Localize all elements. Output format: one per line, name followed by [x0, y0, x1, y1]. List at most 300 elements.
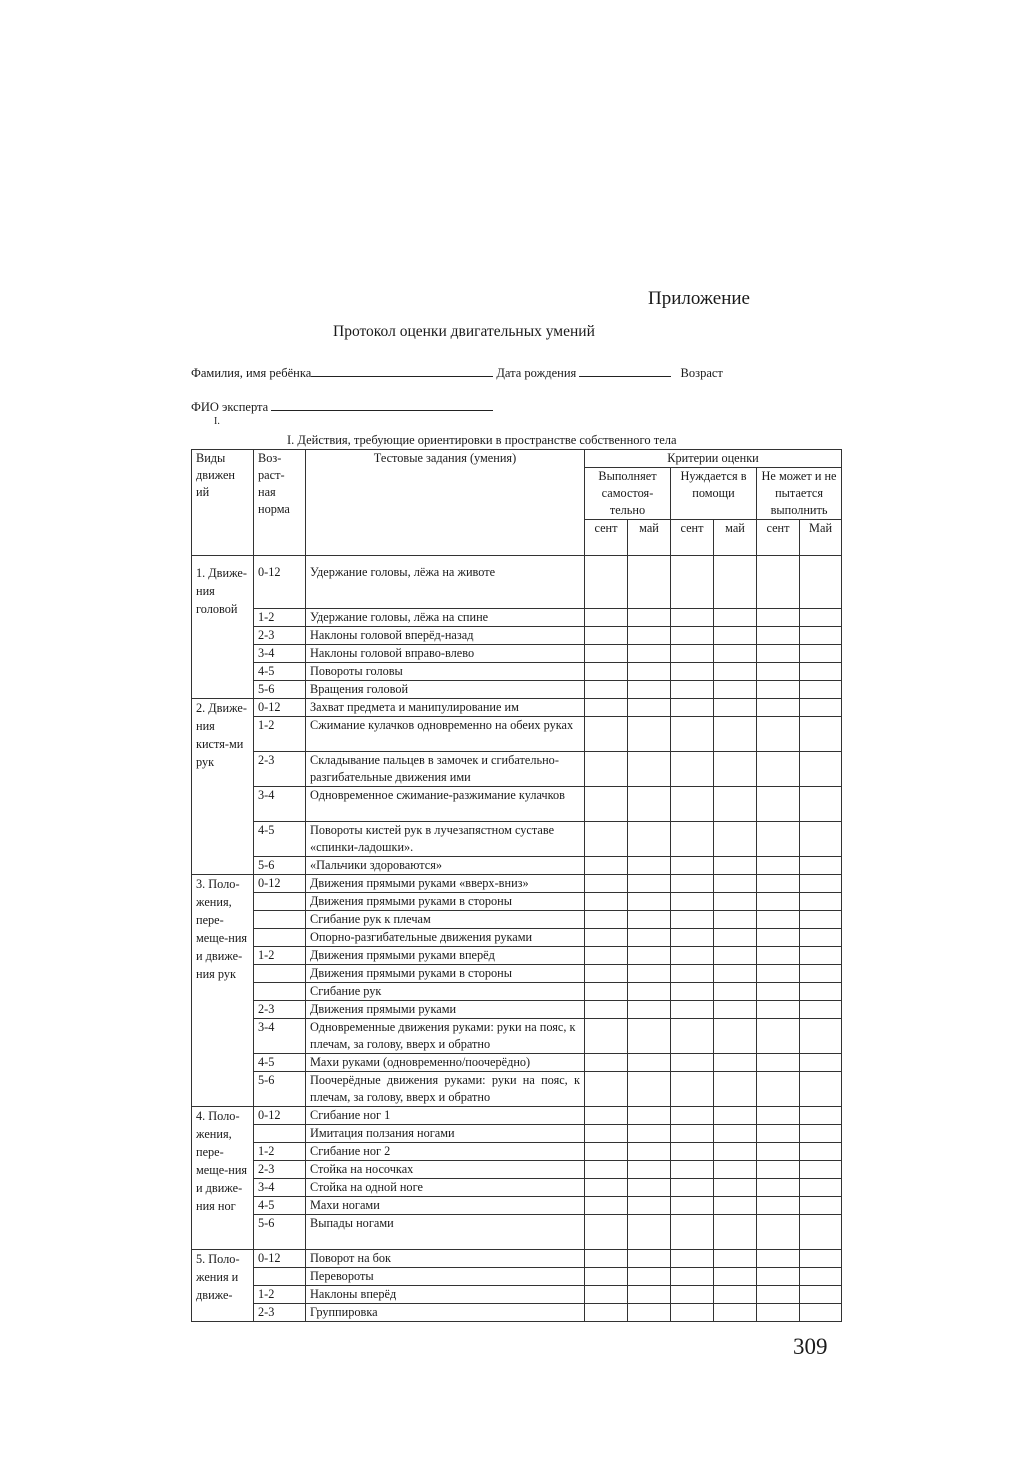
header-crit-help: Нуждается в помощи: [671, 468, 757, 520]
age-cell: 3-4: [254, 1019, 306, 1054]
score-cell[interactable]: [757, 893, 800, 911]
score-cell[interactable]: [800, 1072, 842, 1107]
score-cell[interactable]: [800, 1054, 842, 1072]
score-cell[interactable]: [757, 1161, 800, 1179]
table-row: [192, 609, 842, 627]
score-cell[interactable]: [671, 947, 714, 965]
score-cell[interactable]: [585, 1001, 628, 1019]
score-cell[interactable]: [671, 983, 714, 1001]
score-cell[interactable]: [671, 717, 714, 752]
score-cell[interactable]: [800, 1001, 842, 1019]
task-cell: Наклоны головой вправо-влево: [306, 645, 585, 663]
score-cell[interactable]: [585, 911, 628, 929]
table-row: [192, 1125, 842, 1143]
age-cell: 2-3: [254, 752, 306, 787]
score-cell[interactable]: [628, 1125, 671, 1143]
score-cell[interactable]: [714, 699, 757, 717]
score-cell[interactable]: [714, 609, 757, 627]
score-cell[interactable]: [757, 1143, 800, 1161]
score-cell[interactable]: [585, 893, 628, 911]
expert-name-blank[interactable]: [271, 398, 493, 411]
score-cell[interactable]: [757, 875, 800, 893]
task-cell: Сгибание ног 2: [306, 1143, 585, 1161]
score-cell[interactable]: [671, 857, 714, 875]
task-cell: Поочерёдные движения руками: руки на пояс, к плечам, за голову, вверх и обратно: [306, 1072, 585, 1107]
score-cell[interactable]: [585, 609, 628, 627]
child-name-label: Фамилия, имя ребёнка: [191, 366, 312, 380]
table-row: [192, 1304, 842, 1322]
score-cell[interactable]: [714, 1054, 757, 1072]
age-cell: 0-12: [254, 1250, 306, 1268]
score-cell[interactable]: [628, 609, 671, 627]
score-cell[interactable]: [800, 911, 842, 929]
score-cell[interactable]: [800, 1215, 842, 1250]
score-cell[interactable]: [714, 857, 757, 875]
task-cell: Сгибание ног 1: [306, 1107, 585, 1125]
score-cell[interactable]: [800, 556, 842, 609]
age-cell: [254, 983, 306, 1001]
score-cell[interactable]: [757, 1304, 800, 1322]
table-row: [192, 627, 842, 645]
score-cell[interactable]: [800, 752, 842, 787]
score-cell[interactable]: [757, 1197, 800, 1215]
score-cell[interactable]: [628, 1143, 671, 1161]
task-cell: Движения прямыми руками в стороны: [306, 965, 585, 983]
score-cell[interactable]: [757, 556, 800, 609]
header-crit-self: Выполняет самостоя-тельно: [585, 468, 671, 520]
score-cell[interactable]: [671, 1286, 714, 1304]
score-cell[interactable]: [714, 645, 757, 663]
score-cell[interactable]: [757, 911, 800, 929]
score-cell[interactable]: [714, 681, 757, 699]
table-row: [192, 717, 842, 752]
score-cell[interactable]: [585, 1179, 628, 1197]
score-cell[interactable]: [628, 645, 671, 663]
page-number: 309: [793, 1334, 828, 1359]
score-cell[interactable]: [585, 875, 628, 893]
task-cell: Повороты головы: [306, 663, 585, 681]
header-age-norm: Воз-раст-ная норма: [254, 450, 306, 556]
child-name-blank[interactable]: [311, 364, 493, 377]
score-cell[interactable]: [671, 1161, 714, 1179]
score-cell[interactable]: [800, 857, 842, 875]
score-cell[interactable]: [757, 1268, 800, 1286]
group-label: 5. Поло-жения и движе-: [192, 1250, 254, 1322]
score-cell[interactable]: [628, 663, 671, 681]
score-cell[interactable]: [800, 1161, 842, 1179]
score-cell[interactable]: [800, 929, 842, 947]
score-cell[interactable]: [757, 663, 800, 681]
score-cell[interactable]: [757, 717, 800, 752]
score-cell[interactable]: [757, 965, 800, 983]
score-cell[interactable]: [800, 681, 842, 699]
score-cell[interactable]: [628, 965, 671, 983]
score-cell[interactable]: [714, 1125, 757, 1143]
score-cell[interactable]: [757, 1125, 800, 1143]
score-cell[interactable]: [671, 681, 714, 699]
score-cell[interactable]: [800, 1286, 842, 1304]
score-cell[interactable]: [585, 787, 628, 822]
score-cell[interactable]: [800, 1125, 842, 1143]
score-cell[interactable]: [671, 1019, 714, 1054]
score-cell[interactable]: [671, 1304, 714, 1322]
score-cell[interactable]: [714, 1019, 757, 1054]
score-cell[interactable]: [757, 1179, 800, 1197]
table-row: [192, 1179, 842, 1197]
score-cell[interactable]: [585, 556, 628, 609]
age-cell: [254, 893, 306, 911]
score-cell[interactable]: [757, 681, 800, 699]
score-cell[interactable]: [628, 1019, 671, 1054]
score-cell[interactable]: [714, 1268, 757, 1286]
score-cell[interactable]: [628, 752, 671, 787]
table-row: [192, 1072, 842, 1107]
table-row: [192, 875, 842, 893]
table-row: [192, 965, 842, 983]
score-cell[interactable]: [714, 1215, 757, 1250]
score-cell[interactable]: [671, 787, 714, 822]
score-cell[interactable]: [628, 1179, 671, 1197]
task-cell: Стойка на одной ноге: [306, 1179, 585, 1197]
group-label: 3. Поло-жения, пере-меще-ния и движе-ния рук: [192, 875, 254, 1107]
score-cell[interactable]: [671, 1001, 714, 1019]
age-cell: 0-12: [254, 556, 306, 609]
header-crit-cannot: Не может и не пытается выполнить: [757, 468, 842, 520]
task-cell: Движения прямыми руками вперёд: [306, 947, 585, 965]
score-cell[interactable]: [757, 983, 800, 1001]
score-cell[interactable]: [800, 717, 842, 752]
score-cell[interactable]: [800, 1250, 842, 1268]
score-cell[interactable]: [757, 627, 800, 645]
score-cell[interactable]: [800, 663, 842, 681]
score-cell[interactable]: [800, 645, 842, 663]
score-cell[interactable]: [628, 1286, 671, 1304]
score-cell[interactable]: [671, 627, 714, 645]
score-cell[interactable]: [628, 983, 671, 1001]
score-cell[interactable]: [585, 681, 628, 699]
score-cell[interactable]: [585, 1161, 628, 1179]
score-cell[interactable]: [714, 1143, 757, 1161]
age-cell: 3-4: [254, 787, 306, 822]
age-cell: 4-5: [254, 663, 306, 681]
score-cell[interactable]: [671, 1179, 714, 1197]
task-cell: Стойка на носочках: [306, 1161, 585, 1179]
score-cell[interactable]: [757, 1215, 800, 1250]
score-cell[interactable]: [585, 965, 628, 983]
score-cell[interactable]: [671, 663, 714, 681]
age-cell: 1-2: [254, 609, 306, 627]
table-row: [192, 681, 842, 699]
score-cell[interactable]: [757, 645, 800, 663]
score-cell[interactable]: [585, 645, 628, 663]
score-cell[interactable]: [628, 822, 671, 857]
age-cell: 5-6: [254, 857, 306, 875]
score-cell[interactable]: [757, 787, 800, 822]
score-cell[interactable]: [628, 699, 671, 717]
score-cell[interactable]: [800, 965, 842, 983]
score-cell[interactable]: [671, 893, 714, 911]
score-cell[interactable]: [585, 983, 628, 1001]
score-cell[interactable]: [671, 1268, 714, 1286]
score-cell[interactable]: [714, 787, 757, 822]
score-cell[interactable]: [671, 556, 714, 609]
header-sub: сент: [585, 520, 628, 556]
score-cell[interactable]: [757, 609, 800, 627]
birth-date-blank[interactable]: [579, 364, 671, 377]
score-cell[interactable]: [671, 822, 714, 857]
score-cell[interactable]: [714, 1179, 757, 1197]
age-cell: 2-3: [254, 1304, 306, 1322]
score-cell[interactable]: [757, 857, 800, 875]
table-row: [192, 663, 842, 681]
score-cell[interactable]: [585, 1215, 628, 1250]
score-cell[interactable]: [714, 752, 757, 787]
score-cell[interactable]: [585, 1250, 628, 1268]
age-cell: [254, 1125, 306, 1143]
score-cell[interactable]: [585, 857, 628, 875]
table-row: [192, 645, 842, 663]
group-label: 4. Поло-жения, пере-меще-ния и движе-ния ног: [192, 1107, 254, 1250]
score-cell[interactable]: [628, 1107, 671, 1125]
task-cell: Сжимание кулачков одновременно на обеих руках: [306, 717, 585, 752]
score-cell[interactable]: [800, 609, 842, 627]
score-cell[interactable]: [757, 1054, 800, 1072]
age-cell: 2-3: [254, 1001, 306, 1019]
age-cell: 0-12: [254, 875, 306, 893]
task-cell: Складывание пальцев в замочек и сгибательно-разгибательные движения ими: [306, 752, 585, 787]
age-cell: 5-6: [254, 1072, 306, 1107]
score-cell[interactable]: [714, 1197, 757, 1215]
score-cell[interactable]: [757, 1286, 800, 1304]
score-cell[interactable]: [628, 1197, 671, 1215]
score-cell[interactable]: [628, 857, 671, 875]
task-cell: Одновременное сжимание-разжимание кулачков: [306, 787, 585, 822]
score-cell[interactable]: [628, 556, 671, 609]
roman-marker: I.: [214, 416, 220, 427]
table-row: [192, 1143, 842, 1161]
score-cell[interactable]: [714, 1001, 757, 1019]
table-row: [192, 556, 842, 609]
age-cell: 1-2: [254, 1286, 306, 1304]
score-cell[interactable]: [671, 911, 714, 929]
score-cell[interactable]: [628, 787, 671, 822]
score-cell[interactable]: [585, 1054, 628, 1072]
task-cell: Удержание головы, лёжа на животе: [306, 556, 585, 609]
group-label: 1. Движе-ния головой: [192, 556, 254, 699]
score-cell[interactable]: [671, 609, 714, 627]
score-cell[interactable]: [628, 1072, 671, 1107]
score-cell[interactable]: [800, 1179, 842, 1197]
score-cell[interactable]: [757, 752, 800, 787]
score-cell[interactable]: [714, 822, 757, 857]
age-cell: 1-2: [254, 947, 306, 965]
header-sub: май: [714, 520, 757, 556]
table-row: [192, 1019, 842, 1054]
score-cell[interactable]: [671, 1250, 714, 1268]
score-cell[interactable]: [628, 1304, 671, 1322]
score-cell[interactable]: [714, 929, 757, 947]
score-cell[interactable]: [757, 1107, 800, 1125]
score-cell[interactable]: [585, 947, 628, 965]
section-title: I. Действия, требующие ориентировки в пространстве собственного тела: [287, 433, 677, 447]
score-cell[interactable]: [757, 1019, 800, 1054]
expert-label: ФИО эксперта: [191, 400, 269, 414]
score-cell[interactable]: [585, 1072, 628, 1107]
score-cell[interactable]: [671, 1107, 714, 1125]
table-row: [192, 893, 842, 911]
score-cell[interactable]: [714, 983, 757, 1001]
table-row: [192, 1001, 842, 1019]
score-cell[interactable]: [585, 822, 628, 857]
score-cell[interactable]: [714, 947, 757, 965]
score-cell[interactable]: [585, 1197, 628, 1215]
task-cell: Движения прямыми руками «вверх-вниз»: [306, 875, 585, 893]
score-cell[interactable]: [800, 947, 842, 965]
score-cell[interactable]: [757, 947, 800, 965]
age-cell: [254, 965, 306, 983]
task-cell: Наклоны вперёд: [306, 1286, 585, 1304]
score-cell[interactable]: [585, 1143, 628, 1161]
score-cell[interactable]: [628, 627, 671, 645]
score-cell[interactable]: [628, 717, 671, 752]
score-cell[interactable]: [671, 699, 714, 717]
score-cell[interactable]: [671, 965, 714, 983]
score-cell[interactable]: [585, 1107, 628, 1125]
table-row: [192, 857, 842, 875]
score-cell[interactable]: [800, 1268, 842, 1286]
score-cell[interactable]: [628, 911, 671, 929]
score-cell[interactable]: [628, 893, 671, 911]
task-cell: Движения прямыми руками в стороны: [306, 893, 585, 911]
score-cell[interactable]: [671, 1054, 714, 1072]
score-cell[interactable]: [800, 893, 842, 911]
score-cell[interactable]: [671, 875, 714, 893]
header-sub: май: [628, 520, 671, 556]
score-cell[interactable]: [757, 1001, 800, 1019]
score-cell[interactable]: [628, 1268, 671, 1286]
age-cell: [254, 1268, 306, 1286]
score-cell[interactable]: [757, 699, 800, 717]
score-cell[interactable]: [714, 1107, 757, 1125]
task-cell: Сгибание рук: [306, 983, 585, 1001]
score-cell[interactable]: [714, 1250, 757, 1268]
header-tasks: Тестовые задания (умения): [306, 450, 585, 556]
table-row: [192, 752, 842, 787]
table-row: [192, 1161, 842, 1179]
table-row: [192, 983, 842, 1001]
score-cell[interactable]: [671, 752, 714, 787]
age-cell: 4-5: [254, 822, 306, 857]
score-cell[interactable]: [714, 965, 757, 983]
score-cell[interactable]: [585, 663, 628, 681]
table-row: [192, 699, 842, 717]
task-cell: Удержание головы, лёжа на спине: [306, 609, 585, 627]
score-cell[interactable]: [628, 1161, 671, 1179]
table-row: [192, 1268, 842, 1286]
score-cell[interactable]: [714, 1304, 757, 1322]
score-cell[interactable]: [714, 893, 757, 911]
score-cell[interactable]: [585, 929, 628, 947]
score-cell[interactable]: [757, 929, 800, 947]
score-cell[interactable]: [671, 1197, 714, 1215]
expert-line: [191, 398, 493, 415]
score-cell[interactable]: [585, 717, 628, 752]
table-row: [192, 787, 842, 822]
score-cell[interactable]: [714, 911, 757, 929]
table-row: [192, 1286, 842, 1304]
score-cell[interactable]: [714, 875, 757, 893]
score-cell[interactable]: [671, 645, 714, 663]
score-cell[interactable]: [714, 627, 757, 645]
score-cell[interactable]: [585, 1019, 628, 1054]
score-cell[interactable]: [585, 1286, 628, 1304]
score-cell[interactable]: [714, 556, 757, 609]
age-cell: 5-6: [254, 1215, 306, 1250]
score-cell[interactable]: [800, 627, 842, 645]
score-cell[interactable]: [800, 1143, 842, 1161]
score-cell[interactable]: [800, 1304, 842, 1322]
score-cell[interactable]: [628, 1054, 671, 1072]
score-cell[interactable]: [628, 947, 671, 965]
assessment-table: [191, 449, 842, 1322]
score-cell[interactable]: [585, 699, 628, 717]
table-row: [192, 911, 842, 929]
header-criteria: Критерии оценки: [585, 450, 842, 468]
score-cell[interactable]: [585, 1268, 628, 1286]
score-cell[interactable]: [628, 681, 671, 699]
score-cell[interactable]: [628, 1001, 671, 1019]
score-cell[interactable]: [671, 1143, 714, 1161]
table-row: [192, 1250, 842, 1268]
score-cell[interactable]: [628, 875, 671, 893]
score-cell[interactable]: [585, 752, 628, 787]
score-cell[interactable]: [714, 663, 757, 681]
score-cell[interactable]: [671, 1125, 714, 1143]
score-cell[interactable]: [800, 983, 842, 1001]
score-cell[interactable]: [800, 822, 842, 857]
protocol-title: Протокол оценки двигательных умений: [333, 323, 595, 340]
score-cell[interactable]: [800, 875, 842, 893]
score-cell[interactable]: [800, 787, 842, 822]
score-cell[interactable]: [628, 1215, 671, 1250]
score-cell[interactable]: [628, 929, 671, 947]
task-cell: Вращения головой: [306, 681, 585, 699]
score-cell[interactable]: [757, 822, 800, 857]
score-cell[interactable]: [585, 1125, 628, 1143]
score-cell[interactable]: [671, 1215, 714, 1250]
task-cell: Опорно-разгибательные движения руками: [306, 929, 585, 947]
score-cell[interactable]: [714, 717, 757, 752]
score-cell[interactable]: [757, 1072, 800, 1107]
score-cell[interactable]: [800, 1019, 842, 1054]
score-cell[interactable]: [714, 1286, 757, 1304]
appendix-heading: Приложение: [648, 288, 750, 309]
age-cell: 2-3: [254, 627, 306, 645]
score-cell[interactable]: [585, 627, 628, 645]
score-cell[interactable]: [628, 1250, 671, 1268]
score-cell[interactable]: [671, 929, 714, 947]
score-cell[interactable]: [671, 1072, 714, 1107]
score-cell[interactable]: [800, 1107, 842, 1125]
score-cell[interactable]: [800, 699, 842, 717]
score-cell[interactable]: [714, 1072, 757, 1107]
age-cell: [254, 911, 306, 929]
score-cell[interactable]: [757, 1250, 800, 1268]
score-cell[interactable]: [585, 1304, 628, 1322]
score-cell[interactable]: [800, 1197, 842, 1215]
score-cell[interactable]: [714, 1161, 757, 1179]
child-info-line: [191, 364, 723, 381]
